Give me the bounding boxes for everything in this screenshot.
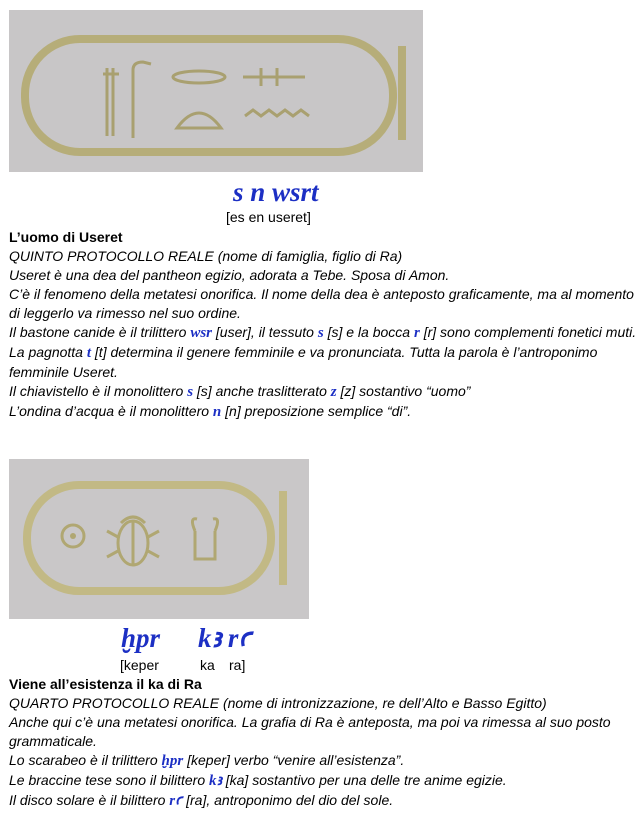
text-run: [s] anche traslitterato: [193, 383, 331, 399]
text-run: [ra], antroponimo del dio del sole.: [182, 792, 394, 808]
para1-line-1: [9, 266, 637, 285]
text-run: Anche qui c’è una metatesi onorifica. La grafia di Ra è anteposta, ma poi va rimessa al suo posto grammaticale.: [9, 714, 611, 749]
transliteration-term: t: [86, 345, 92, 361]
para1-line-4: [9, 343, 637, 382]
pronunciation-2b: ka: [200, 657, 215, 673]
para1-line-5: [9, 382, 637, 402]
text-run: Il bastone canide è il trilittero: [9, 324, 191, 340]
text-run: [ka] sostantivo per una delle tre anime egizie.: [221, 772, 507, 788]
cartouche-photo-2: [9, 459, 309, 619]
pronunciation-2c: ra]: [229, 657, 246, 673]
pronunciation-1: [es en useret]: [226, 209, 311, 225]
para2-line-4: [9, 791, 637, 811]
transliteration-term: r: [413, 325, 420, 341]
cartouche-useret-image: [9, 10, 423, 172]
text-run: [n] preposizione semplice “di”.: [221, 403, 412, 419]
text-run: Useret è una dea del pantheon egizio, adorata a Tebe. Sposa di Amon.: [9, 267, 450, 283]
transliteration-term: kꜣ: [209, 773, 222, 789]
para2-line-3: [9, 771, 637, 791]
text-run: [user], il tessuto: [212, 324, 318, 340]
heading-1: L’uomo di Useret: [9, 229, 123, 245]
transliteration-2b: kꜣ rꜥ: [198, 623, 252, 653]
text-run: Lo scarabeo è il trilittero: [9, 752, 162, 768]
transliteration-term: n: [212, 404, 222, 420]
text-run: La pagnotta: [9, 344, 87, 360]
para1-line-2: [9, 285, 637, 323]
cartouche-kheper-ka-ra-image: [9, 459, 309, 619]
transliteration-term: wsr: [190, 325, 213, 341]
text-run: QUINTO PROTOCOLLO REALE (nome di famiglia, figlio di Ra): [9, 248, 403, 264]
text-run: [s] e la bocca: [323, 324, 414, 340]
paragraph-1: [9, 247, 637, 422]
pronunciation-2a: [keper: [120, 657, 159, 673]
text-run: QUARTO PROTOCOLLO REALE (nome di intronizzazione, re dell’Alto e Basso Egitto): [9, 695, 547, 711]
text-run: [t] determina il genere femminile e va pronunciata. Tutta la parola è l’antroponimo femminile Useret.: [9, 344, 598, 380]
text-run: Il chiavistello è il monolittero: [9, 383, 188, 399]
transliteration-term: z: [330, 384, 337, 400]
transliteration-term: s: [187, 384, 194, 400]
transliteration-term: rꜥ: [169, 793, 183, 809]
paragraph-2: [9, 694, 637, 811]
text-run: L’ondina d’acqua è il monolittero: [9, 403, 213, 419]
cartouche-photo-1: [9, 10, 423, 172]
transliteration-term: s: [317, 325, 324, 341]
para1-line-0: [9, 247, 637, 266]
text-run: C’è il fenomeno della metatesi onorifica. Il nome della dea è anteposto graficamente, ma al momento di leggerlo va rimesso nel suo ordine.: [9, 286, 634, 321]
para2-line-1: [9, 713, 637, 751]
text-run: Le braccine tese sono il bilittero: [9, 772, 209, 788]
para2-line-0: [9, 694, 637, 713]
heading-2: Viene all’esistenza il ka di Ra: [9, 676, 202, 692]
transliteration-1: s n wsrt: [233, 177, 319, 207]
text-run: [r] sono complementi fonetici muti.: [419, 324, 637, 340]
para2-line-2: [9, 751, 637, 771]
para1-line-6: [9, 402, 637, 422]
transliteration-term: ḫpr: [161, 753, 184, 769]
text-run: [keper] verbo “venire all’esistenza”.: [183, 752, 405, 768]
para1-line-3: [9, 323, 637, 343]
text-run: [z] sostantivo “uomo”: [336, 383, 471, 399]
transliteration-2a: ḫpr: [121, 623, 161, 653]
text-run: Il disco solare è il bilittero: [9, 792, 170, 808]
